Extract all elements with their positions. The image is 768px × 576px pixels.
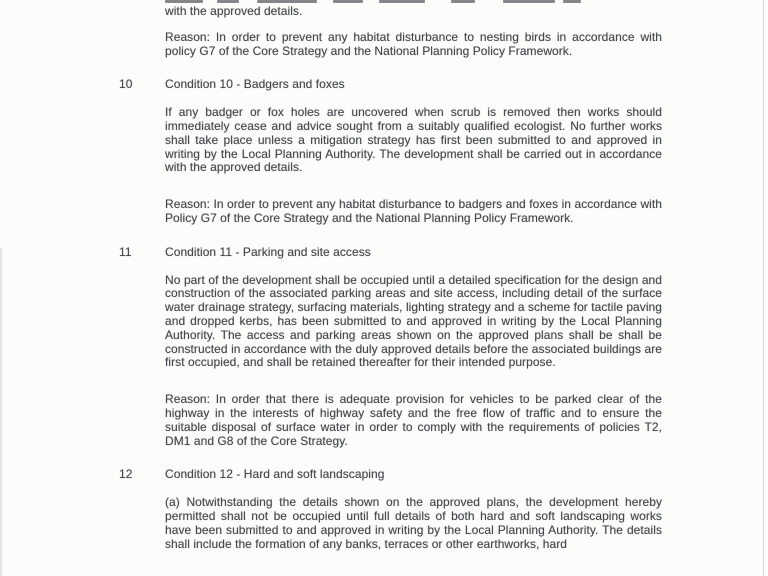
condition-body-paragraph: with the approved details. bbox=[165, 4, 303, 18]
scan-right-edge-line bbox=[763, 0, 764, 576]
condition-number: 11 bbox=[119, 244, 132, 259]
condition-heading-row bbox=[119, 244, 662, 260]
condition-number: 10 bbox=[119, 77, 133, 92]
condition-heading: Condition 12 - Hard and soft landscaping bbox=[165, 467, 385, 482]
condition-section-10 bbox=[119, 77, 662, 225]
condition-body-paragraph: If any badger or fox holes are uncovered when scrub is removed then works should immediately cease and advice sought from a suitably qualified ecologist. No further works shall take place unless a mitigation strategy has first been submitted to and approved in writing by the Local Planning Authority. The development shall be carried out in accordance with the approved details. bbox=[165, 105, 662, 175]
condition-heading-row bbox=[119, 77, 662, 92]
condition-section-9-partial bbox=[165, 5, 662, 58]
condition-heading: Condition 11 - Parking and site access bbox=[165, 244, 371, 259]
condition-section-11 bbox=[119, 244, 662, 449]
conditions-text-column bbox=[119, 0, 662, 551]
condition-section-12-partial bbox=[119, 467, 662, 551]
condition-body-paragraph: No part of the development shall be occupied until a detailed specification for the design and construction of the associated parking areas and site access, including detail of the surface water drainage strategy, surfacing materials, lighting strategy and a scheme for tactile paving and dropped kerbs, has been submitted to and approved in writing by the Local Planning Authority. The access and parking areas shown on the approved plans shall be shall be constructed in accordance with the duly approved details before the associated buildings are first occupied, and shall be retained thereafter for their intended purpose. bbox=[165, 272, 662, 370]
scan-left-edge-line bbox=[0, 248, 2, 576]
condition-body-paragraph: (a) Notwithstanding the details shown on the approved plans, the development hereby permitted shall not be occupied until full details of both hard and soft landscaping works have been submitted to and approved in writing by the Local Planning Authority. The details shall include the formation of any banks, terraces or other earthworks, hard bbox=[165, 495, 662, 551]
condition-heading-row bbox=[119, 467, 662, 482]
condition-number: 12 bbox=[119, 467, 133, 482]
condition-reason-paragraph: Reason: In order to prevent any habitat disturbance to nesting birds in accordance with policy G7 of the Core Strategy and the National Planning Policy Framework. bbox=[165, 29, 662, 58]
condition-reason-paragraph: Reason: In order that there is adequate provision for vehicles to be parked clear of the highway in the interests of highway safety and the free flow of traffic and to ensure the suitable disposal of surface water in order to comply with the requirements of policies T2, DM1 and G8 of the Core Strategy. bbox=[165, 392, 662, 448]
condition-reason-paragraph: Reason: In order to prevent any habitat disturbance to badgers and foxes in accordance with Policy G7 of the Core Strategy and the National Planning Policy Framework. bbox=[165, 197, 662, 225]
condition-heading: Condition 10 - Badgers and foxes bbox=[165, 77, 345, 92]
